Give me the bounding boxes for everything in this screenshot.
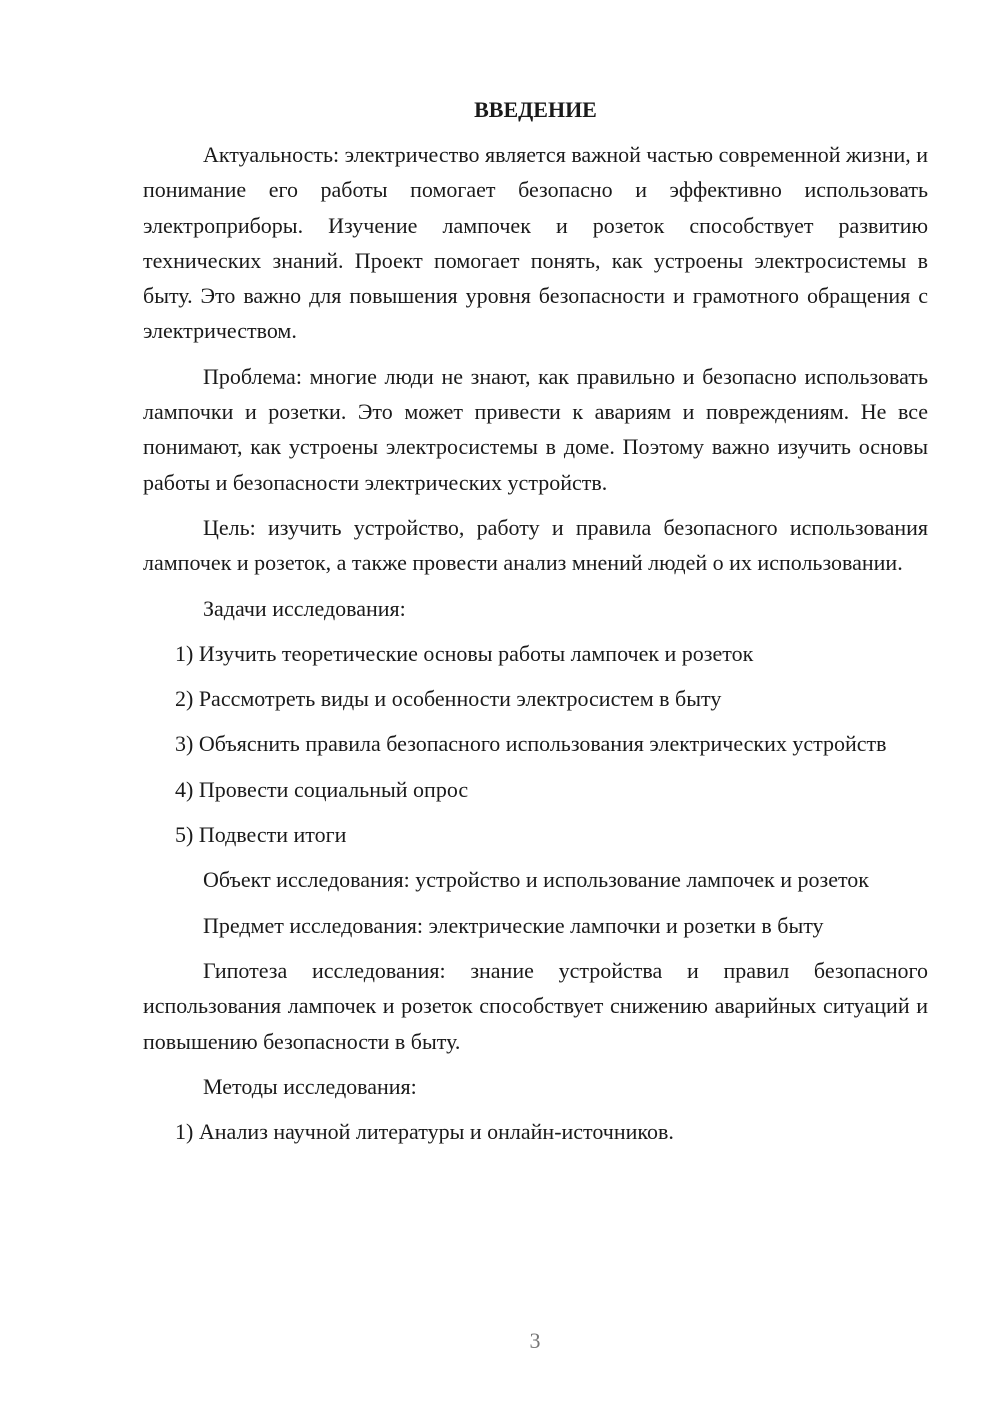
methods-heading: Методы исследования: [203, 1073, 417, 1099]
section-title: ВВЕДЕНИЕ [474, 97, 597, 122]
page-number: 3 [529, 1328, 541, 1353]
tasks-heading: Задачи исследования: [203, 595, 406, 621]
task-item-3: 3) Объяснить правила безопасного использования электрических устройств [175, 731, 887, 757]
goal-paragraph: Цель: изучить устройство, работу и правила безопасного использования лампочек и розеток, а также провести анализ мнений людей о их использовании. [143, 514, 928, 576]
task-item-5: 5) Подвести итоги [175, 822, 347, 848]
task-item-4: 4) Провести социальный опрос [175, 776, 469, 802]
problem-paragraph: Проблема: многие люди не знают, как правильно и безопасно использовать лампочки и розетки. Это может привести к авариям и повреждениям. Не все понимают, как устроены электросистемы в доме. Поэтому важно изучить основы работы и безопасности электрических устройств. [143, 363, 928, 495]
hypothesis-paragraph: Гипотеза исследования: знание устройства и правил безопасного использования лампочек и розеток способствует снижению аварийных ситуаций и повышению безопасности в быту. [143, 957, 928, 1054]
task-item-2: 2) Рассмотреть виды и особенности электросистем в быту [175, 686, 722, 712]
task-item-1: 1) Изучить теоретические основы работы лампочек и розеток [175, 640, 754, 666]
object-paragraph: Объект исследования: устройство и использование лампочек и розеток [203, 867, 869, 893]
relevance-paragraph: Актуальность: электричество является важной частью современной жизни, и понимание его работы помогает безопасно и эффективно использовать электроприборы. Изучение лампочек и розеток способствует развитию технических знаний. Проект помогает понять, как устроены электросистемы в быту. Это важно для повышения уровня безопасности и грамотного обращения с электричеством. [143, 142, 929, 344]
subject-paragraph: Предмет исследования: электрические лампочки и розетки в быту [203, 912, 824, 938]
page-content [143, 92, 928, 1159]
method-item-1: 1) Анализ научной литературы и онлайн-источников. [175, 1119, 674, 1145]
